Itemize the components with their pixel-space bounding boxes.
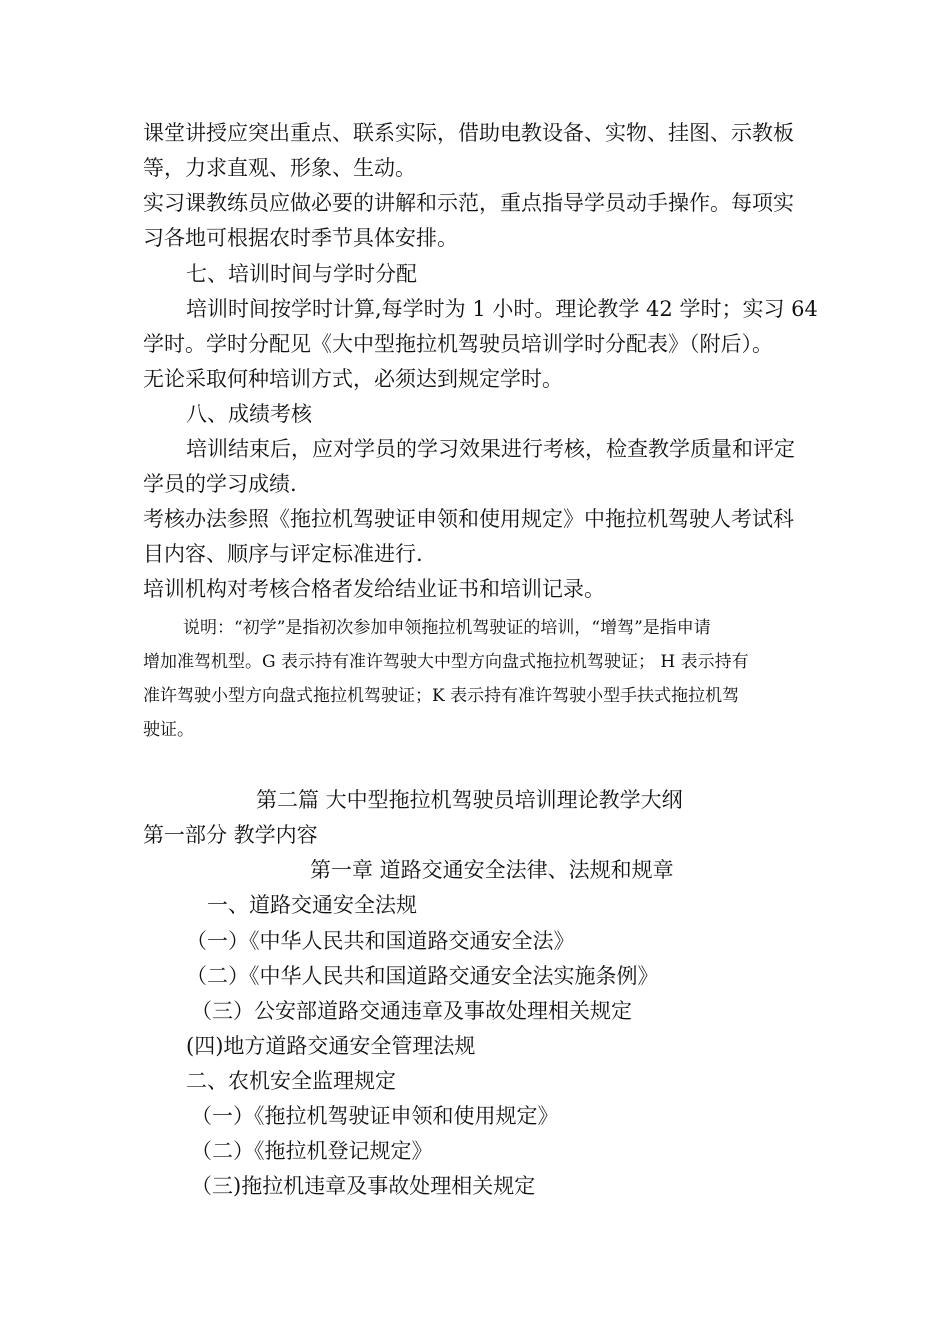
note-line: 准许驾驶小型方向盘式拖拉机驾驶证；K 表示持有准许驾驶小型手扶式拖拉机驾 (143, 686, 740, 706)
outline-item: （二）《中华人民共和国道路交通安全法实施条例》 (186, 964, 659, 988)
paragraph-line: 培训结束后，应对学员的学习效果进行考核，检查教学质量和评定 (186, 437, 795, 461)
paragraph-line: 考核办法参照《拖拉机驾驶证申领和使用规定》中拖拉机驾驶人考试科 (143, 507, 794, 531)
note-line: 驶证。 (143, 720, 194, 740)
paragraph-line: 学时。学时分配见《大中型拖拉机驾驶员培训学时分配表》（附后）。 (143, 332, 773, 356)
outline-item: (四)地方道路交通安全管理法规 (186, 1034, 476, 1058)
paragraph-line: 习各地可根据农时季节具体安排。 (143, 226, 458, 250)
paragraph-line: 实习课教练员应做必要的讲解和示范，重点指导学员动手操作。每项实 (143, 191, 794, 215)
section-title: 第一部分 教学内容 (143, 823, 318, 847)
note-line: 增加准驾机型。G 表示持有准许驾驶大中型方向盘式拖拉机驾驶证； H 表示持有 (143, 652, 749, 672)
paragraph-line: 培训时间按学时计算,每学时为 1 小时。理论教学 42 学时；实习 64 (186, 297, 818, 321)
outline-item: （三）公安部道路交通违章及事故处理相关规定 (191, 999, 632, 1023)
outline-item: （三)拖拉机违章及事故处理相关规定 (191, 1174, 536, 1198)
paragraph-line: 目内容、顺序与评定标准进行. (143, 542, 423, 566)
outline-item: （一）《中华人民共和国道路交通安全法》 (186, 929, 575, 953)
outline-heading: 二、农机安全监理规定 (186, 1069, 396, 1093)
outline-item: （二）《拖拉机登记规定》 (191, 1139, 433, 1163)
outline-heading: 一、道路交通安全法规 (207, 893, 417, 917)
chapter-title: 第一章 道路交通安全法律、法规和规章 (310, 858, 674, 882)
paragraph-line: 等，力求直观、形象、生动。 (143, 156, 416, 180)
section-heading-8: 八、成绩考核 (186, 402, 312, 426)
paragraph-line: 无论采取何种培训方式，必须达到规定学时。 (143, 367, 563, 391)
part-title: 第二篇 大中型拖拉机驾驶员培训理论教学大纲 (256, 788, 683, 812)
section-heading-7: 七、培训时间与学时分配 (186, 262, 417, 286)
paragraph-line: 学员的学习成绩. (143, 472, 297, 496)
paragraph-line: 培训机构对考核合格者发给结业证书和培训记录。 (143, 577, 605, 601)
paragraph-line: 课堂讲授应突出重点、联系实际，借助电教设备、实物、挂图、示教板 (143, 121, 794, 145)
note-line: 说明：“初学”是指初次参加申领拖拉机驾驶证的培训，“增驾”是指申请 (183, 618, 711, 638)
outline-item: （一）《拖拉机驾驶证申领和使用规定》 (191, 1104, 559, 1128)
